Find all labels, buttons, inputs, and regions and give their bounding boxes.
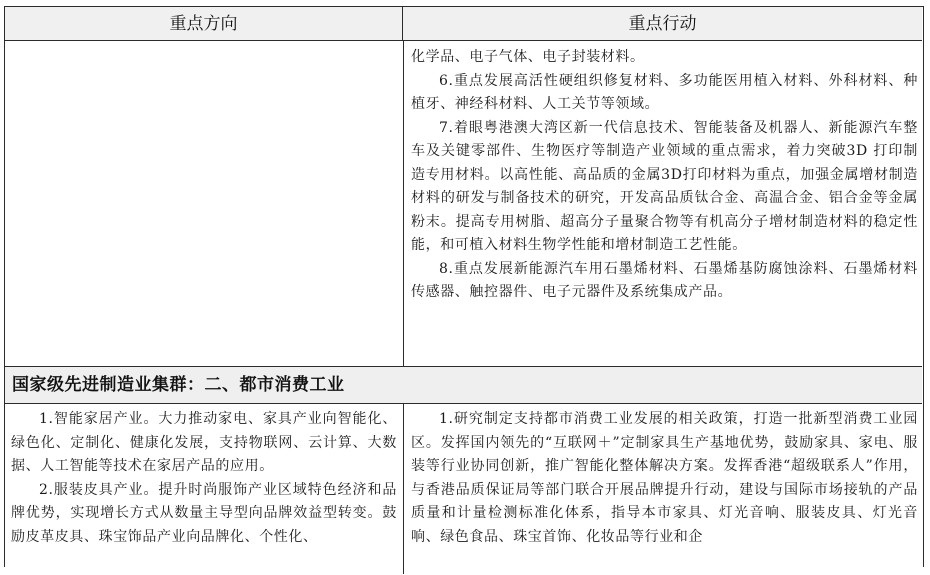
action-paragraph: 6.重点发展高活性硬组织修复材料、多功能医用植入材料、外科材料、种植牙、神经科材料、人工关节等领域。 [411,72,918,112]
header-action: 重点行动 [403,7,922,41]
direction-paragraph: 2.服装皮具产业。提升时尚服饰产业区域特色经济和品牌优势，实现增长方式从数量主导型向品牌效益型转变。鼓励皮革皮具、珠宝饰品产业向品牌化、个性化、 [11,481,397,545]
lower-action-cell [405,405,921,575]
direction-paragraph: 1.智能家居产业。大力推动家电、家具产业向智能化、绿色化、定制化、健康化发展，支持物联网、云计算、大数据、人工智能等技术在家居产品的应用。 [11,411,397,474]
column-divider-lower [403,404,404,574]
column-divider-upper [403,41,404,366]
policy-table [4,6,924,567]
action-paragraph: 7.着眼粤港澳大湾区新一代信息技术、智能装备及机器人、新能源汽车整车及关键零部件、生物医疗等制造产业领域的重点需求，着力突破3D 打印制造专用材料。以高性能、高品质的金属3D打印材料为重点，加强金属增材制造材料的研发与制备技术的研究，开发高品质钛合金、高温合金、铝合金等金属粉末。提高专用树脂、超高分子量聚合物等有机高分子增材制造材料的稳定性能，和可植入材料生物学性能和增材制造工艺性能。 [411,119,918,253]
action-paragraph: 1.研究制定支持都市消费工业发展的相关政策，打造一批新型消费工业园区。发挥国内领先的“互联网＋”定制家具生产基地优势，鼓励家具、家电、服装等行业协同创新，推广智能化整体解决方案。发挥香港“超级联系人”作用，与香港品质保证局等部门联合开展品牌提升行动，建设与国际市场接轨的产品质量和计量检测标准化体系，指导本市家具、灯光音响、服装皮具、灯光音响、绿色食品、珠宝首饰、化妆品等行业和企 [411,411,918,545]
header-direction: 重点方向 [5,7,403,41]
action-paragraph: 化学品、电子气体、电子封装材料。 [411,49,645,65]
upper-action-cell [405,42,921,366]
upper-direction-cell [5,41,403,366]
action-paragraph: 8.重点发展新能源汽车用石墨烯材料、石墨烯基防腐蚀涂料、石墨烯材料传感器、触控器件、电子元器件及系统集成产品。 [411,260,918,300]
lower-direction-cell [5,405,403,575]
section-title: 国家级先进制造业集群：二、都市消费工业 [5,366,922,404]
